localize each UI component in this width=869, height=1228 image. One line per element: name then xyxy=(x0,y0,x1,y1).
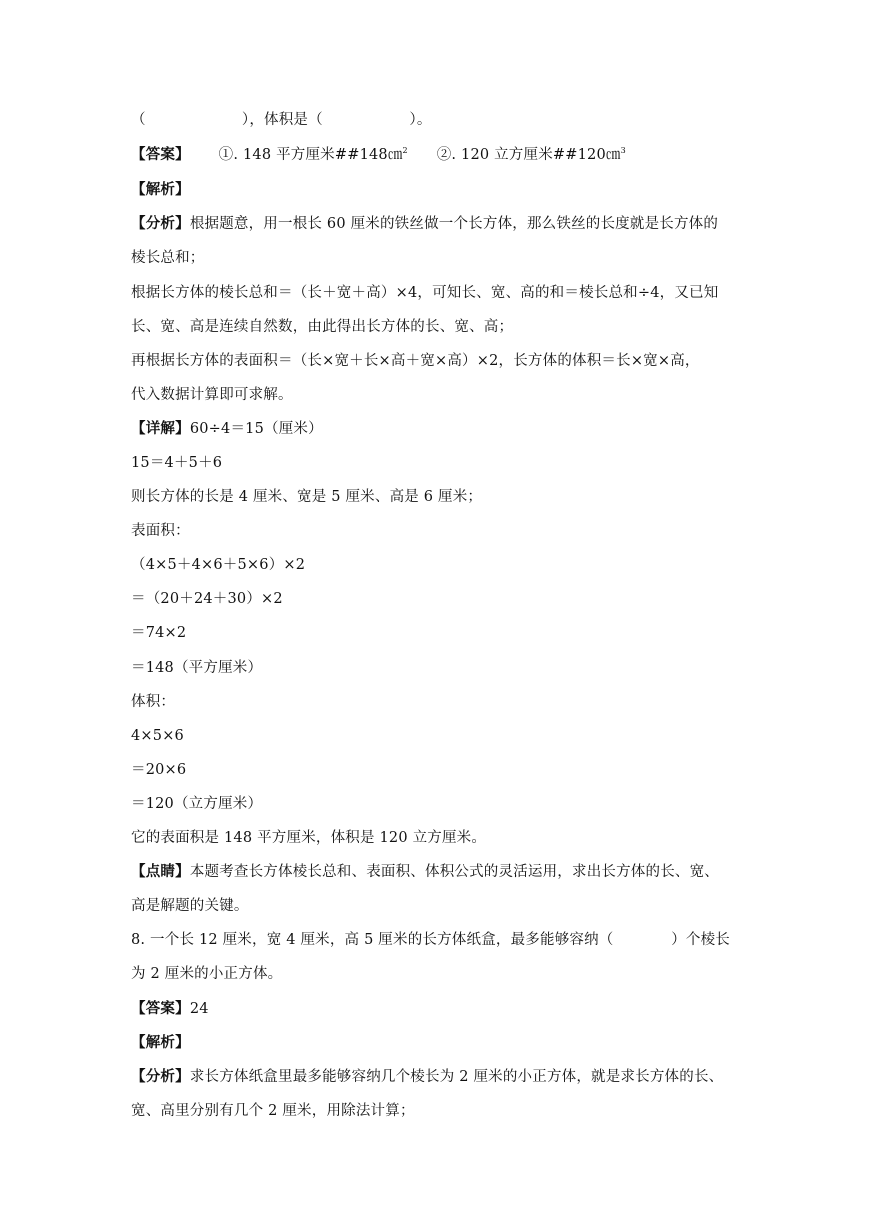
text-line: 它的表面积是 148 平方厘米，体积是 120 立方厘米。 xyxy=(131,830,487,846)
analysis-heading: 【解析】 xyxy=(131,1034,190,1051)
text-line: 表面积： xyxy=(131,523,190,539)
text-line: 代入数据计算即可求解。 xyxy=(131,387,293,403)
text-line: 4×5×6 xyxy=(131,728,184,744)
text-line: 宽、高里分别有几个 2 厘米，用除法计算； xyxy=(131,1103,415,1119)
text-line: ＝120（立方厘米） xyxy=(131,796,263,812)
text-line: 【分析】求长方体纸盒里最多能够容纳几个棱长为 2 厘米的小正方体，就是求长方体的长、 xyxy=(131,1068,724,1085)
text-line: 长、宽、高是连续自然数，由此得出长方体的长、宽、高； xyxy=(131,319,514,335)
text-line: 高是解题的关键。 xyxy=(131,898,249,914)
text-line: ＝（20＋24＋30）×2 xyxy=(131,591,283,607)
question-line: 8. 一个长 12 厘米，宽 4 厘米，高 5 厘米的长方体纸盒，最多能够容纳（ ）个棱长 xyxy=(131,932,731,948)
superscript: 2 xyxy=(402,146,408,155)
text-line: ＝74×2 xyxy=(131,625,187,641)
text-line: 则长方体的长是 4 厘米、宽是 5 厘米、高是 6 厘米； xyxy=(131,489,483,505)
text-line: （ ），体积是（ ）。 xyxy=(131,112,432,128)
text-line: 【点睛】本题考查长方体棱长总和、表面积、体积公式的灵活运用，求出长方体的长、宽、 xyxy=(131,863,720,880)
text-line: 【分析】根据题意，用一根长 60 厘米的铁丝做一个长方体，那么铁丝的长度就是长方体的 xyxy=(131,215,719,232)
text-line: ＝148（平方厘米） xyxy=(131,660,263,676)
text-line: 体积： xyxy=(131,694,176,710)
text-line: 15＝4＋5＋6 xyxy=(131,455,223,471)
answer-tag: 【答案】 xyxy=(131,146,190,163)
text-line: 根据长方体的棱长总和＝（长＋宽＋高）×4，可知长、宽、高的和＝棱长总和÷4，又已知 xyxy=(131,285,719,301)
text-line: 棱长总和； xyxy=(131,250,205,266)
question-line: 为 2 厘米的小正方体。 xyxy=(131,966,283,982)
analysis-heading: 【解析】 xyxy=(131,181,190,198)
answer-line: 【答案】24 xyxy=(131,1000,209,1017)
text-line: 【详解】60÷4＝15（厘米） xyxy=(131,420,323,437)
text-line: （4×5＋4×6＋5×6）×2 xyxy=(131,557,306,573)
superscript: 3 xyxy=(620,146,626,155)
answer-line: 【答案】 ①. 148 平方厘米##148㎝$^2$ ②. 120 立方厘米##120㎝$^3$ xyxy=(131,146,626,163)
text-line: ＝20×6 xyxy=(131,762,187,778)
text-line: 再根据长方体的表面积＝（长×宽＋长×高＋宽×高）×2，长方体的体积＝长×宽×高， xyxy=(131,353,700,369)
